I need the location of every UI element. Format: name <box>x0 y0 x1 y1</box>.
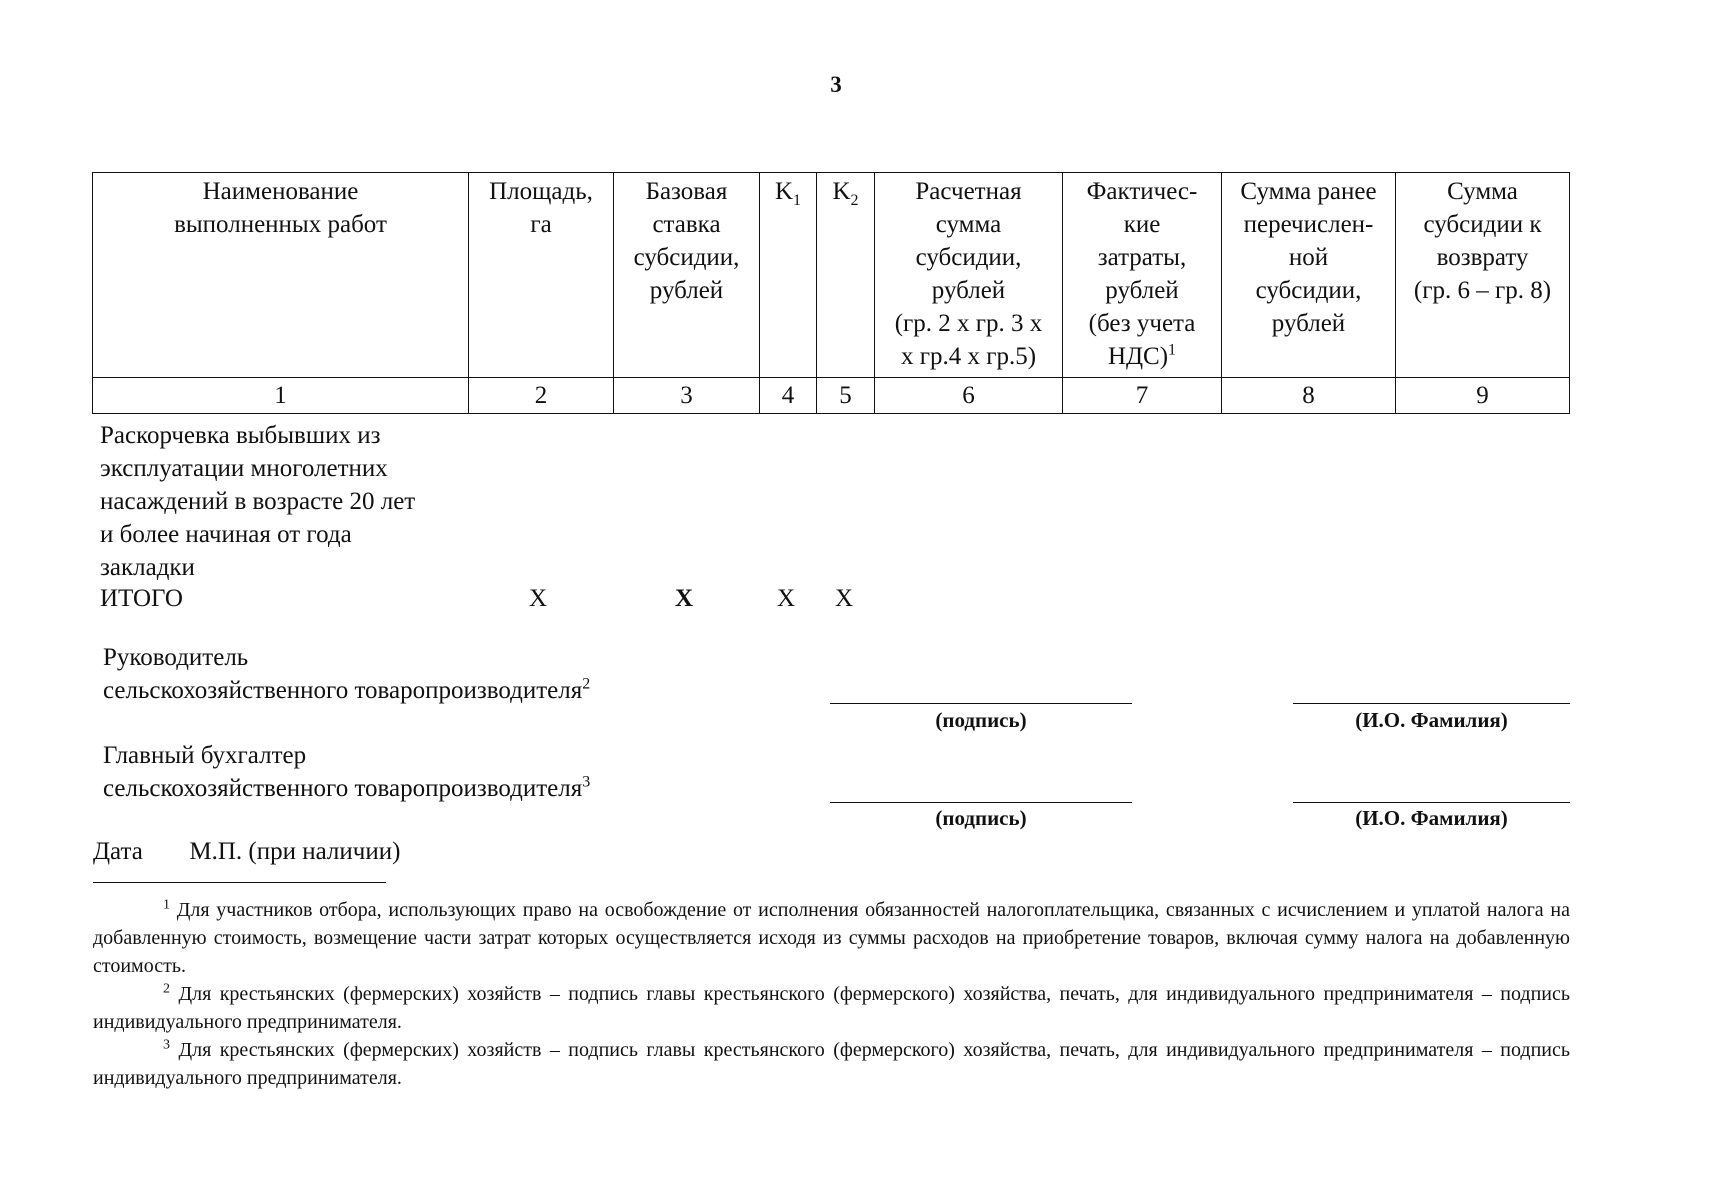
header-actual-costs: Фактичес- кие затраты, рублей (без учета НДС)$^1$ <box>1063 173 1222 378</box>
director-name-line[interactable] <box>1293 703 1570 704</box>
director-name-caption: (И.О. Фамилия) <box>1355 708 1508 732</box>
column-number-row <box>93 378 1570 414</box>
director-signature-line[interactable] <box>830 703 1132 704</box>
footnote-1: $^1$ Для участников отбора, использующих право на освобождение от исполнения обязанностей налогоплательщика, связанных с исчислением и уплатой налога на добавленную стоимость, возмещение части затрат которых осуществляется исходя из суммы расходов на приобретение товаров, включая сумму налога на добавленную стоимость. <box>93 897 1570 977</box>
director-signature-caption: (подпись) <box>935 708 1027 732</box>
accountant-signature-label: Главный бухгалтер сельскохозяйственного товаропроизводителя$^3$ <box>103 742 591 802</box>
footnote-2: $^2$ Для крестьянских (фермерских) хозяйств – подпись главы крестьянского (фермерского) хозяйства, печать, для индивидуального предпринимателя – подпись индивидуального предпринимателя. <box>93 981 1571 1033</box>
total-label: ИТОГО <box>100 585 183 612</box>
header-previous-sum: Сумма ранее перечислен- ной субсидии, рублей <box>1222 173 1396 378</box>
column-number: 4 <box>760 378 817 414</box>
total-x-k2: X <box>835 585 854 612</box>
accountant-signature-line[interactable] <box>830 802 1132 803</box>
column-number: 5 <box>817 378 875 414</box>
page-number: 3 <box>830 72 842 97</box>
accountant-name-caption: (И.О. Фамилия) <box>1355 806 1508 830</box>
footnote-3: $^3$ Для крестьянских (фермерских) хозяйств – подпись главы крестьянского (фермерского) хозяйства, печать, для индивидуального предпринимателя – подпись индивидуального предпринимателя. <box>93 1037 1571 1089</box>
column-number: 7 <box>1063 378 1222 414</box>
footnote-divider <box>93 882 386 883</box>
column-number: 1 <box>93 378 469 414</box>
table-header-row <box>93 173 1570 378</box>
header-k1: $K_1$ <box>760 173 817 378</box>
accountant-name-line[interactable] <box>1293 802 1570 803</box>
column-number: 3 <box>614 378 760 414</box>
date-stamp-line <box>93 835 400 868</box>
header-return-sum: Сумма субсидии к возврату (гр. 6 – гр. 8) <box>1396 173 1570 378</box>
total-x-k1: X <box>777 585 796 612</box>
column-number: 8 <box>1222 378 1396 414</box>
work-row-label: Раскорчевка выбывших из эксплуатации многолетних насаждений в возрасте 20 лет и более начиная от года закладки <box>100 422 416 581</box>
column-number: 9 <box>1396 378 1570 414</box>
accountant-signature-caption: (подпись) <box>935 806 1027 830</box>
header-calculated-sum: Расчетная сумма субсидии, рублей (гр. 2 x гр. 3 x x гр.4 x гр.5) <box>875 173 1063 378</box>
total-x-base-rate: X <box>675 585 694 612</box>
subsidy-table <box>92 172 1570 414</box>
column-number: 2 <box>469 378 614 414</box>
stamp-label: М.П. (при наличии) <box>189 838 401 865</box>
column-number: 6 <box>875 378 1063 414</box>
footnotes <box>93 896 1570 1092</box>
header-work-name: Наименование выполненных работ <box>93 173 469 378</box>
total-x-area: X <box>529 585 548 612</box>
header-base-rate: Базовая ставка субсидии, рублей <box>614 173 760 378</box>
date-label: Дата <box>93 838 143 865</box>
header-area: Площадь, га <box>469 173 614 378</box>
director-signature-label: Руководитель сельскохозяйственного товаропроизводителя$^2$ <box>103 644 591 704</box>
header-k2: $K_2$ <box>817 173 875 378</box>
